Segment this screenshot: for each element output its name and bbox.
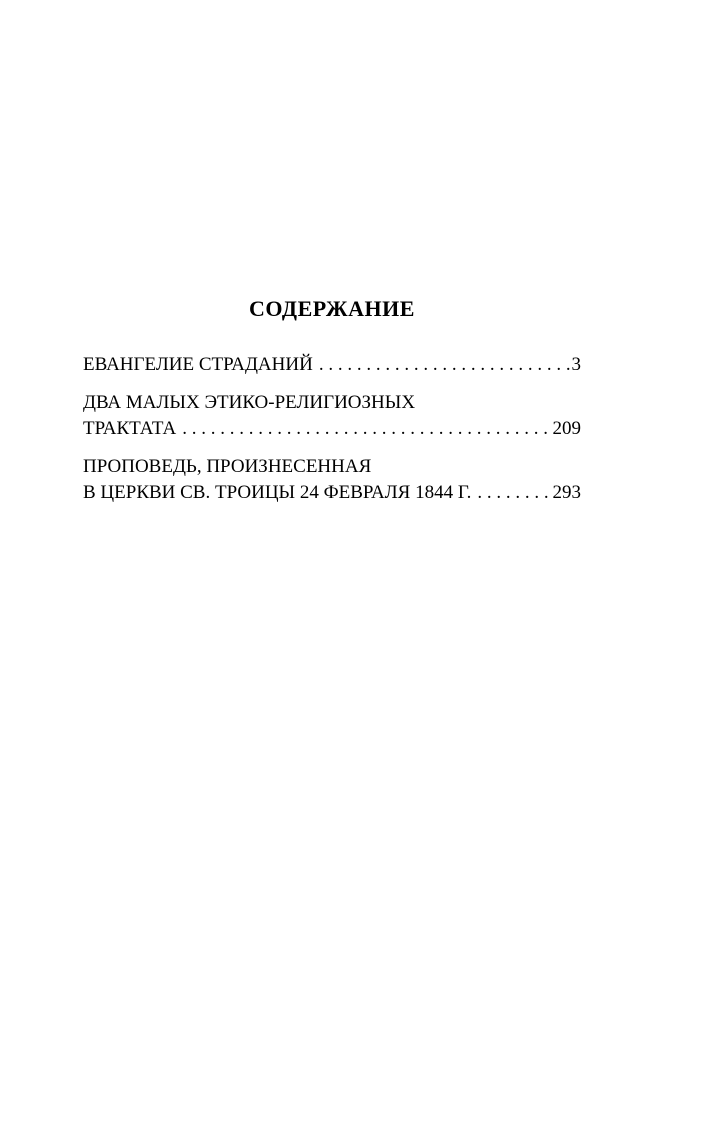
dot-leader bbox=[477, 480, 550, 506]
toc-page-number: 209 bbox=[552, 418, 581, 439]
toc-entry-line bbox=[83, 454, 581, 480]
toc-entry[interactable] bbox=[83, 352, 581, 378]
toc-entry-line bbox=[83, 352, 581, 378]
dot-leader bbox=[319, 352, 570, 378]
toc-page-number: 293 bbox=[552, 482, 581, 503]
toc-entry[interactable] bbox=[83, 454, 581, 506]
toc-entry-title: ЕВАНГЕЛИЕ СТРАДАНИЙ bbox=[83, 354, 313, 375]
toc-entry[interactable] bbox=[83, 390, 581, 442]
toc-page-number: 3 bbox=[571, 354, 581, 375]
toc-entry-title: ПРОПОВЕДЬ, ПРОИЗНЕСЕННАЯ bbox=[83, 456, 372, 477]
toc-entry-title-continued: В ЦЕРКВИ СВ. ТРОИЦЫ 24 ФЕВРАЛЯ 1844 Г. bbox=[83, 482, 472, 503]
toc-entry-line bbox=[83, 390, 581, 416]
toc-entry-title-continued: ТРАКТАТА bbox=[83, 418, 177, 439]
toc-entry-title: ДВА МАЛЫХ ЭТИКО-РЕЛИГИОЗНЫХ bbox=[83, 392, 416, 413]
table-of-contents bbox=[83, 296, 581, 518]
toc-entry-line bbox=[83, 416, 581, 442]
dot-leader bbox=[182, 416, 550, 442]
toc-title: СОДЕРЖАНИЕ bbox=[249, 296, 415, 321]
toc-entry-line bbox=[83, 480, 581, 506]
